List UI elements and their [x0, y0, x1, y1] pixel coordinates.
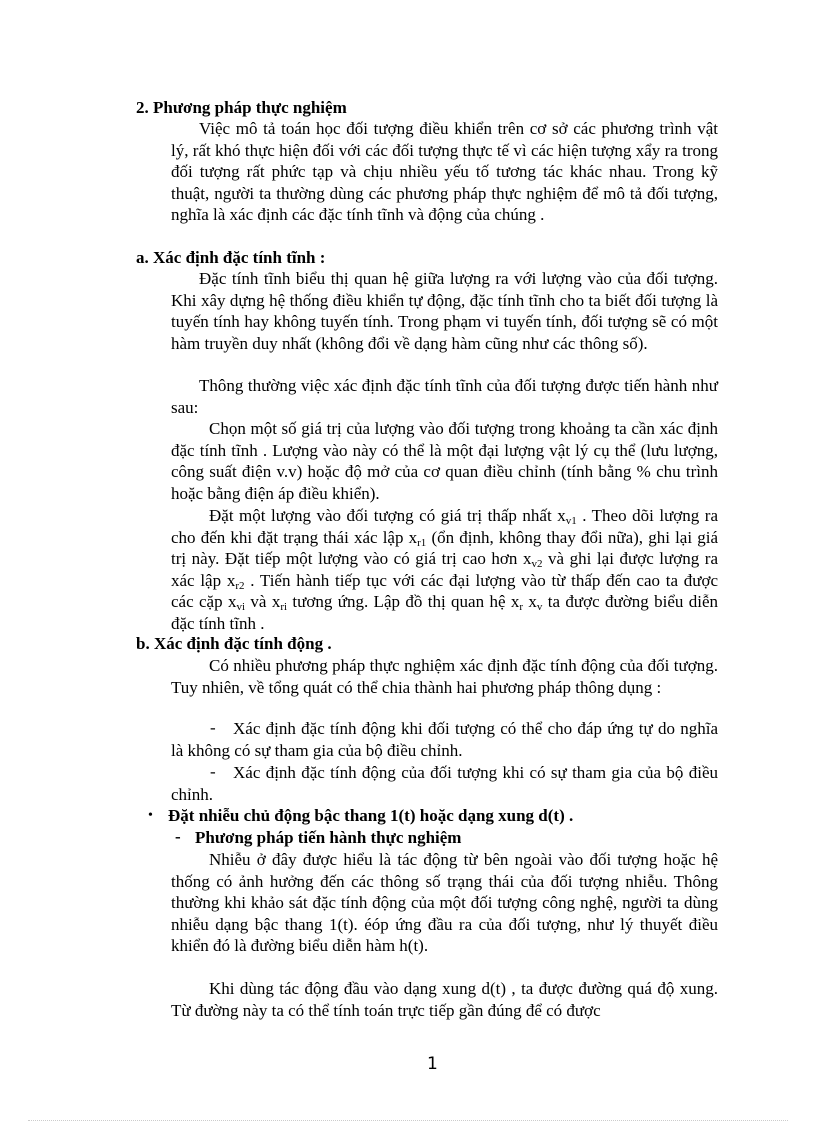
paragraph-static-2: Thông thường việc xác định đặc tính tĩnh của đối tượng được tiến hành như sau:: [171, 376, 718, 417]
paragraph-method-intro: Việc mô tả toán học đối tượng điều khiển trên cơ sở các phương trình vật lý, rất khó thực hiện đối với các đối tượng thực tế vì các hiện tượng xẩy ra trong đối tượng rất phức tạp và chịu nhiều yếu tố tương tác khác nhau. Trong kỹ thuật, người ta thường dùng các phương pháp thực nghiệm để mô tả đối tượng, nghĩa là xác định các đặc tính tĩnh và động của chúng .: [171, 119, 718, 224]
paragraph-static-1: Đặc tính tĩnh biểu thị quan hệ giữa lượng ra với lượng vào của đối tượng. Khi xây dựng hệ thống điều khiển tự động, đặc tính tĩnh cho ta biết đối tượng là tuyến tính hay không tuyến tính. Trong phạm vi tuyến tính, đối tượng sẽ có một hàm truyền duy nhất (không đổi về dạng hàm cũng như các thông số).: [171, 269, 718, 353]
sub-heading: Phương pháp tiến hành thực nghiệm: [195, 828, 462, 847]
section-heading-b: b. Xác định đặc tính động .: [136, 634, 332, 653]
list-item-free-response: Xác định đặc tính động khi đối tượng có thể cho đáp ứng tự do nghĩa là không có sự tham gia của bộ điều chỉnh.: [171, 719, 718, 760]
paragraph-dynamic-1: Có nhiều phương pháp thực nghiệm xác định đặc tính động của đối tượng. Tuy nhiên, về tổng quát có thể chia thành hai phương pháp thông dụng :: [171, 656, 718, 697]
list-item-with-controller: Xác định đặc tính động của đối tượng khi có sự tham gia của bộ điều chỉnh.: [171, 763, 718, 804]
list-dash: -: [210, 718, 216, 737]
section-heading-a: a. Xác định đặc tính tĩnh :: [136, 248, 326, 267]
list-dash: -: [210, 762, 216, 781]
page-bottom-divider: [28, 1120, 788, 1121]
section-heading-2: 2. Phương pháp thực nghiệm: [136, 98, 347, 117]
sub-heading-dash: -: [175, 827, 181, 846]
bullet-icon: •: [148, 808, 153, 823]
paragraph-disturbance-2: Khi dùng tác động đầu vào dạng xung d(t) , ta được đường quá độ xung. Từ đường này ta có thể tính toán trực tiếp gần đúng để có được: [171, 979, 718, 1020]
paragraph-static-4: Đặt một lượng vào đối tượng có giá trị thấp nhất $x_{v1}$ . Theo dõi lượng ra cho đến khi đặt trạng thái xác lập $x_{r1}$ (ổn định, không thay đổi nữa), ghi lại giá trị này. Đặt tiếp một lượng vào có giá trị cao hơn $x_{v2}$ và ghi lại được lượng ra xác lập $x_{r2}$ . Tiến hành tiếp tục với các đại lượng vào từ thấp đến cao ta được các cặp $x_{vi}$ và $x_{ri}$ tương ứng. Lập đồ thị quan hệ $x_r$ $x_v$ ta được đường biểu diễn đặc tính tĩnh .: [171, 506, 719, 633]
bullet-heading: Đặt nhiễu chủ động bậc thang 1(t) hoặc dạng xung d(t) .: [168, 806, 574, 825]
paragraph-static-3: Chọn một số giá trị của lượng vào đối tượng trong khoảng ta cần xác định đặc tính tĩnh . Lượng vào này có thể là một đại lượng vật lý cụ thể (lưu lượng, công suất điện v.v) hoặc độ mở của cơ quan điều chỉnh (tính bằng % chu trình hoặc bằng điện áp điều khiển).: [171, 419, 718, 503]
paragraph-disturbance-1: Nhiễu ở đây được hiểu là tác động từ bên ngoài vào đối tượng hoặc hệ thống có ảnh hưởng đến các thông số trạng thái của đối tượng nhiễu. Thông thường khi khảo sát đặc tính động của một đối tượng công nghệ, người ta dùng nhiễu dạng bậc thang 1(t). éóp ứng đầu ra của đối tượng, như lý thuyết điều khiển đó là đường biểu diễn hàm h(t).: [171, 850, 718, 955]
page-number: 1: [427, 1054, 438, 1074]
